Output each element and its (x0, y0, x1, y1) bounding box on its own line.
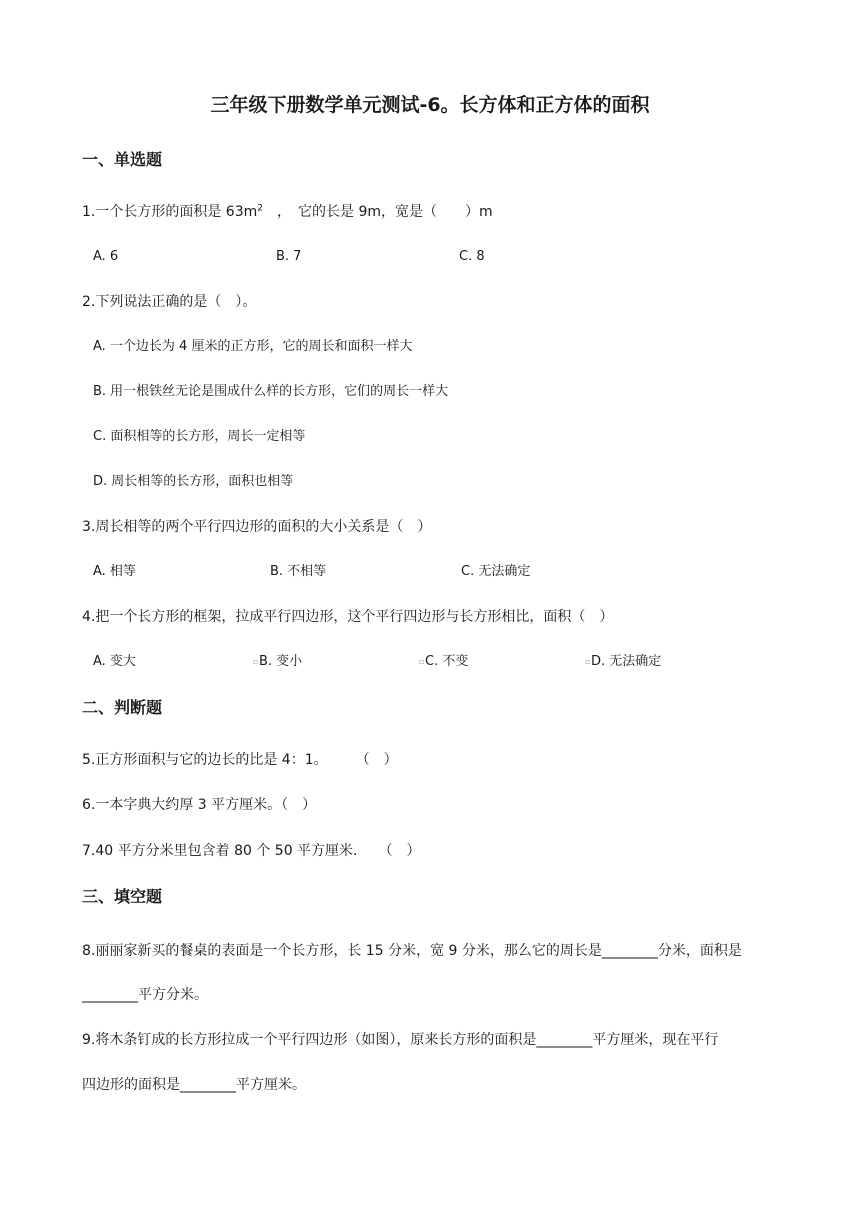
question-1-superscript: 2 (257, 203, 263, 214)
question-2-option-a: A. 一个边长为 4 厘米的正方形，它的周长和面积一样大 (93, 339, 413, 354)
question-2-option-c: C. 面积相等的长方形，周长一定相等 (93, 429, 306, 444)
question-3: 3.周长相等的两个平行四边形的面积的大小关系是（ ） (82, 519, 432, 535)
question-1-option-a: A. 6 (93, 249, 119, 264)
option-marker-dot: ▫ (253, 657, 259, 666)
question-3-option-a: A. 相等 (93, 564, 136, 579)
question-3-option-c: C. 无法确定 (461, 564, 531, 579)
question-2-option-d: D. 周长相等的长方形，面积也相等 (93, 474, 294, 489)
question-2-option-b: B. 用一根铁丝无论是围成什么样的长方形，它们的周长一样大 (93, 384, 449, 399)
question-1-option-c: C. 8 (459, 249, 485, 264)
question-8-line-2: ________平方分米。 (82, 987, 208, 1003)
section-heading-true-false: 二、判断题 (82, 698, 163, 717)
question-1-text-b: ， 它的长是 9m，宽是（ ）m (263, 204, 493, 220)
option-marker-dot: ▫ (419, 657, 425, 666)
question-5: 5.正方形面积与它的边长的比是 4：1。 （ ） (82, 752, 398, 768)
section-heading-single-choice: 一、单选题 (82, 150, 163, 169)
question-1 (82, 202, 493, 222)
question-3-option-b: B. 不相等 (270, 564, 327, 579)
question-4-option-d: D. 无法确定 (591, 654, 662, 669)
question-4-option-c: C. 不变 (425, 654, 469, 669)
question-9-line-1: 9.将木条钉成的长方形拉成一个平行四边形（如图），原来长方形的面积是________平方厘米，现在平行 (82, 1032, 719, 1048)
question-2: 2.下列说法正确的是（ ）。 (82, 294, 257, 310)
document-title: 三年级下册数学单元测试-6。长方体和正方体的面积 (210, 94, 650, 116)
question-4-option-b: B. 变小 (259, 654, 303, 669)
question-9-line-2: 四边形的面积是________平方厘米。 (82, 1077, 306, 1093)
question-4: 4.把一个长方形的框架，拉成平行四边形，这个平行四边形与长方形相比，面积（ ） (82, 609, 614, 625)
question-6: 6.一本字典大约厚 3 平方厘米。（ ） (82, 797, 317, 813)
question-8-line-1: 8.丽丽家新买的餐桌的表面是一个长方形，长 15 分米，宽 9 分米，那么它的周长是________分米，面积是 (82, 943, 742, 959)
question-1-option-b: B. 7 (276, 249, 302, 264)
question-4-option-a: A. 变大 (93, 654, 136, 669)
question-7: 7.40 平方分米里包含着 80 个 50 平方厘米. （ ） (82, 843, 421, 859)
option-marker-dot: ▫ (585, 657, 591, 666)
question-1-text-a: 1.一个长方形的面积是 63m (82, 204, 258, 220)
section-heading-fill-in: 三、填空题 (82, 887, 163, 906)
